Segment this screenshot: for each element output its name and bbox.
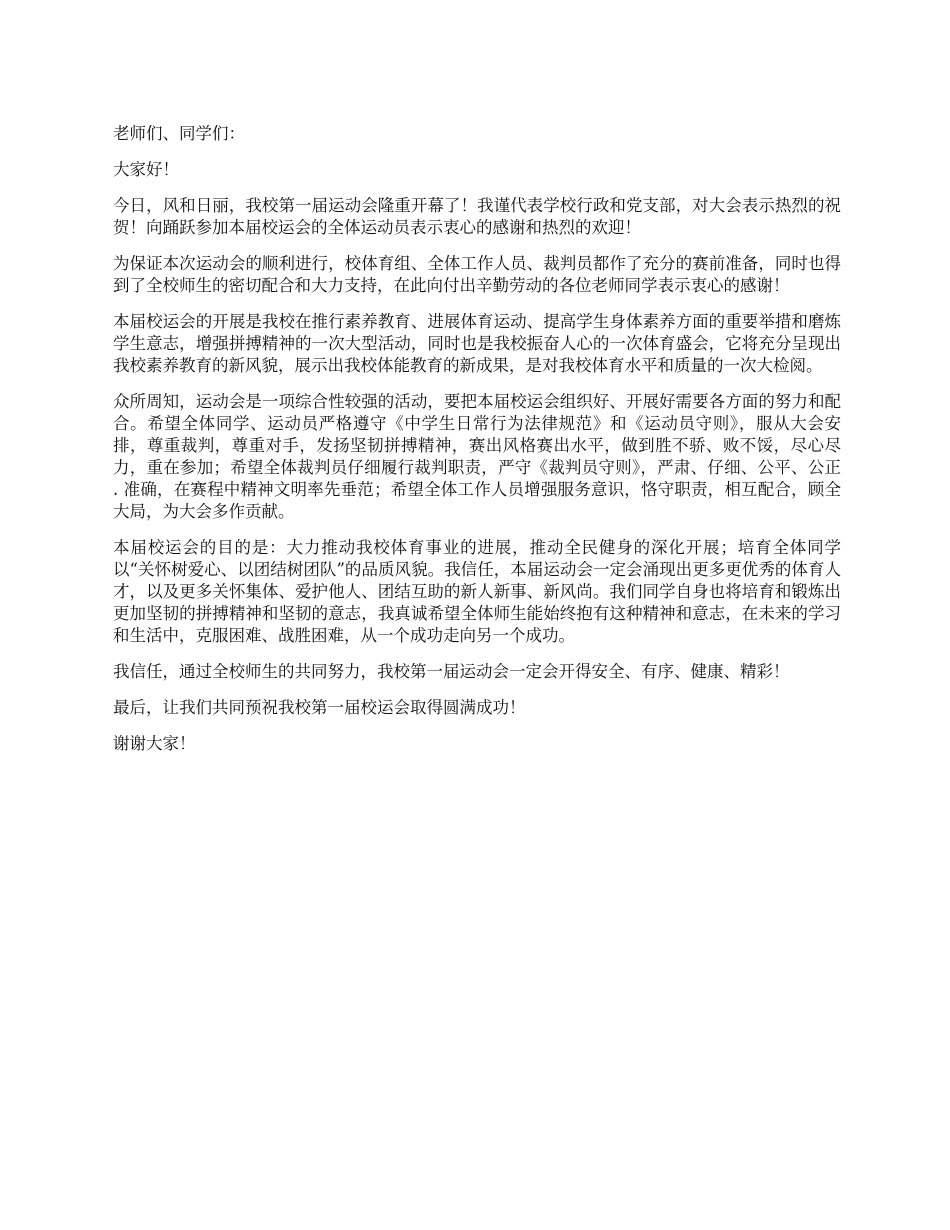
paragraph-expectations: 众所周知，运动会是一项综合性较强的活动，要把本届校运会组织好、开展好需要各方面的努力和配合。希望全体同学、运动员严格遵守《中学生日常行为法律规范》和《运动员守则》，服从大会安排，尊重裁判，尊重对手，发扬坚韧拼搏精神，赛出风格赛出水平，做到胜不骄、败不馁，尽心尽力，重在参加；希望全体裁判员仔细履行裁判职责，严守《裁判员守则》，严肃、仔细、公平、公正 . 准确，在赛程中精神文明率先垂范；希望全体工作人员增强服务意识，恪守职责，相互配合，顾全大局，为大会多作贡献。 <box>113 392 841 521</box>
paragraph-thanks: 为保证本次运动会的顺利进行，校体育组、全体工作人员、裁判员都作了充分的赛前准备，同时也得到了全校师生的密切配合和大力支持，在此向付出辛勤劳动的各位老师同学表示衷心的感谢！ <box>113 254 841 295</box>
paragraph-wish: 最后，让我们共同预祝我校第一届校运会取得圆满成功！ <box>113 698 526 717</box>
document-body <box>113 123 841 769</box>
paragraph-confidence: 我信任，通过全校师生的共同努力，我校第一届运动会一定会开得安全、有序、健康、精彩！ <box>113 662 790 681</box>
paragraph-opening: 今日，风和日丽，我校第一届运动会隆重开幕了！我谨代表学校行政和党支部，对大会表示热烈的祝贺！向踊跃参加本届校运会的全体运动员表示衷心的感谢和热烈的欢迎！ <box>113 196 841 237</box>
salutation: 老师们、同学们： <box>113 124 245 143</box>
paragraph-purpose: 本届校运会的目的是：大力推动我校体育事业的进展，推动全民健身的深化开展；培育全体同学以“关怀树爱心、以团结树团队”的品质风貌。我信任，本届运动会一定会涌现出更多更优秀的体育人才，以及更多关怀集体、爱护他人、团结互助的新人新事、新风尚。我们同学自身也将培育和锻炼出更加坚韧的拼搏精神和坚韧的意志，我真诚希望全体师生能始终抱有这种精神和意志，在未来的学习和生活中，克服困难、战胜困难，从一个成功走向另一个成功。 <box>113 538 841 645</box>
paragraph-closing: 谢谢大家！ <box>113 734 196 753</box>
paragraph-significance: 本届校运会的开展是我校在推行素养教育、进展体育运动、提高学生身体素养方面的重要举措和磨炼学生意志，增强拼搏精神的一次大型活动，同时也是我校振奋人心的一次体育盛会，它将充分呈现出我校素养教育的新风貌，展示出我校体能教育的新成果，是对我校体育水平和质量的一次大检阅。 <box>113 312 841 375</box>
paragraph-greeting: 大家好！ <box>113 160 179 179</box>
